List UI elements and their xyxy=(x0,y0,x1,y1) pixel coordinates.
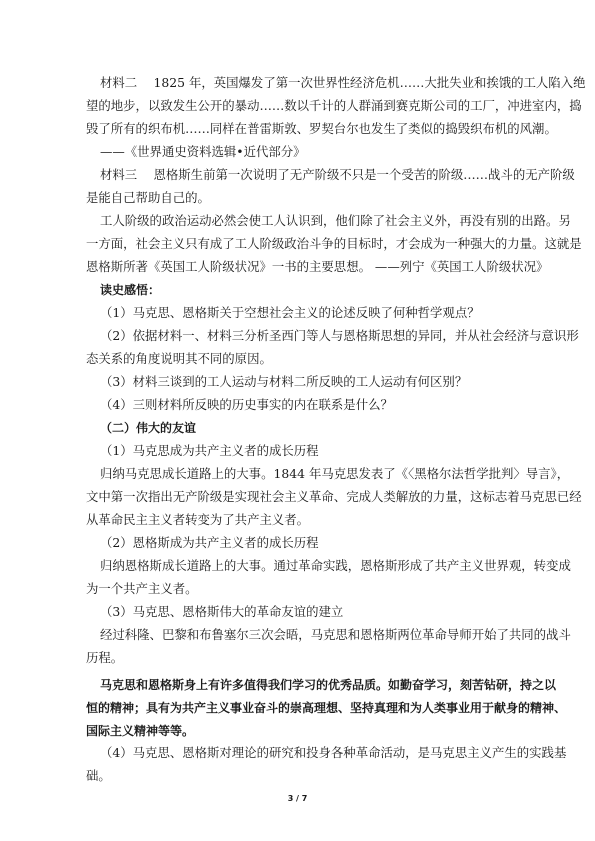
text-line: 从革命民主主义者转变为了共产主义者。 xyxy=(86,512,310,527)
text-line: 经过科隆、巴黎和布鲁塞尔三次会晤，马克思和恩格斯两位革命导师开始了共同的战斗 xyxy=(100,627,571,642)
subheading: （1）马克思成为共产主义者的成长历程 xyxy=(100,443,319,458)
bold-text-line: 恒的精神；具有为共产主义事业奋斗的崇高理想、坚持真理和为人类事业用于献身的精神、 xyxy=(86,701,567,715)
question-item: （4）三则材料所反映的历史事实的内在联系是什么？ xyxy=(100,397,393,412)
page-number: 3 / 7 xyxy=(287,794,308,803)
question-item: （2）依据材料一、材料三分析圣西门等人与恩格斯思想的异同，并从社会经济与意识形 xyxy=(100,328,579,343)
question-item-cont: 态关系的角度说明其不同的原因。 xyxy=(86,351,272,366)
section-heading-reflection: 读史感悟： xyxy=(100,283,161,297)
subheading: （3）马克思、恩格斯伟大的革命友谊的建立 xyxy=(100,604,344,619)
text-line: 望的地步，以致发生公开的暴动……数以千计的人群涌到赛克斯公司的工厂，冲进室内，捣 xyxy=(86,98,582,113)
question-item: （3）材料三谈到的工人运动与材料二所反映的工人运动有何区别？ xyxy=(100,374,468,389)
text-line: 历程。 xyxy=(86,650,124,665)
text-line: 材料二 1825 年，英国爆发了第一次世界性经济危机……大批失业和挨饿的工人陷入绝 xyxy=(100,75,586,90)
text-line: 文中第一次指出无产阶级是实现社会主义革命、完成人类解放的力量，这标志着马克思已经 xyxy=(86,489,582,504)
text-line: 材料三 恩格斯生前第一次说明了无产阶级不只是一个受苦的阶级……战斗的无产阶级 xyxy=(100,167,575,182)
text-line: （4）马克思、恩格斯对理论的研究和投身各种革命活动，是马克思主义产生的实践基 xyxy=(100,745,567,760)
question-item: （1）马克思、恩格斯关于空想社会主义的论述反映了何种哲学观点？ xyxy=(100,305,480,320)
text-line: 础。 xyxy=(86,768,111,783)
subheading: （2）恩格斯成为共产主义者的成长历程 xyxy=(100,535,319,550)
text-line: 归纳马克思成长道路上的大事。1844 年马克思发表了《〈黑格尔法哲学批判〉导言》， xyxy=(100,466,570,481)
text-line: 为一个共产主义者。 xyxy=(86,581,198,596)
section-heading-friendship: （二）伟大的友谊 xyxy=(100,421,197,435)
text-line: 是能自己帮助自己的。 xyxy=(86,190,210,205)
source-citation: ——《世界通史资料选辑•近代部分》 xyxy=(100,144,306,159)
bold-text-line: 马克思和恩格斯身上有许多值得我们学习的优秀品质。如勤奋学习，刻苦钻研，持之以 xyxy=(100,678,557,692)
text-line: 归纳恩格斯成长道路上的大事。通过革命实践，恩格斯形成了共产主义世界观，转变成 xyxy=(100,558,571,573)
bold-text-line: 国际主义精神等等。 xyxy=(86,724,195,738)
text-line: 恩格斯所著《英国工人阶级状况》一书的主要思想。 ——列宁《英国工人阶级状况》 xyxy=(86,259,549,274)
text-line: 一方面，社会主义只有成了工人阶级政治斗争的目标时，才会成为一种强大的力量。这就是 xyxy=(86,236,582,251)
text-line: 毁了所有的织布机……同样在普雷斯敦、罗契台尔也发生了类似的捣毁织布机的风潮。 xyxy=(86,121,557,136)
text-line: 工人阶级的政治运动必然会使工人认识到，他们除了社会主义外，再没有别的出路。另 xyxy=(100,213,571,228)
